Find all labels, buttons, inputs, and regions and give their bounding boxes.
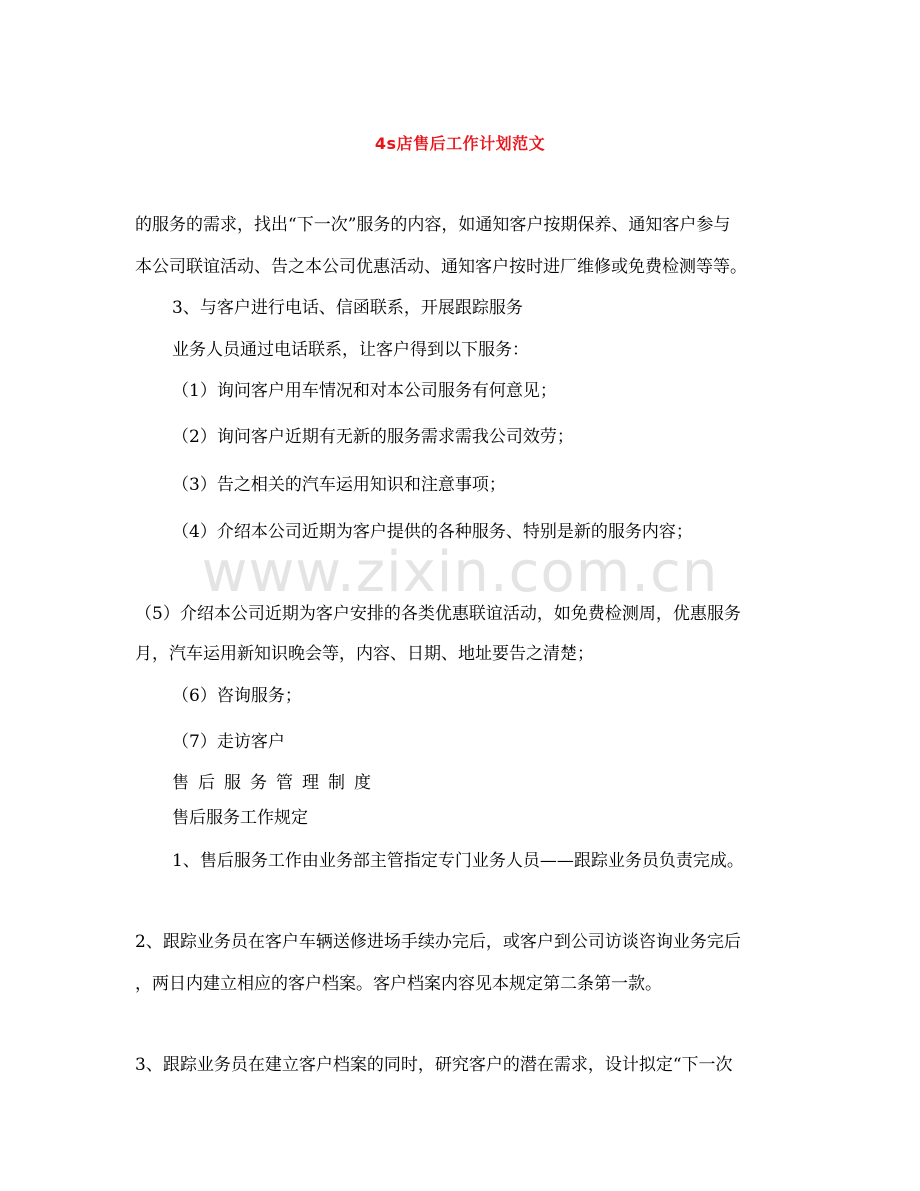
paragraph-line: 2、跟踪业务员在客户车辆送修进场手续办完后，或客户到公司访谈咨询业务完后 <box>135 932 741 952</box>
paragraph-line: 3、与客户进行电话、信函联系，开展跟踪服务 <box>172 298 523 318</box>
paragraph-line: 1、售后服务工作由业务部主管指定专门业务人员——跟踪业务员负责完成。 <box>172 851 744 871</box>
list-item: （5）介绍本公司近期为客户安排的各类优惠联谊活动，如免费检测周，优惠服务 <box>135 604 741 624</box>
list-item: （3）告之相关的汽车运用知识和注意事项； <box>172 475 506 495</box>
list-item: （1）询问客户用车情况和对本公司服务有何意见； <box>172 381 557 401</box>
section-heading: 售后服务管理制度 <box>172 773 380 793</box>
paragraph-line: 3、跟踪业务员在建立客户档案的同时，研究客户的潜在需求，设计拟定“下一次 <box>135 1055 733 1075</box>
document-title: 4s店售后工作计划范文 <box>374 134 546 153</box>
paragraph-line: 的服务的需求，找出“下一次”服务的内容，如通知客户按期保养、通知客户参与 <box>135 215 731 235</box>
paragraph-line: 本公司联谊活动、告之本公司优惠活动、通知客户按时进厂维修或免费检测等等。 <box>135 257 747 277</box>
section-heading: 售后服务工作规定 <box>172 808 308 828</box>
paragraph-line: 业务人员通过电话联系，让客户得到以下服务： <box>172 340 529 360</box>
list-item: （4）介绍本公司近期为客户提供的各种服务、特别是新的服务内容； <box>172 522 693 542</box>
paragraph-line: 月，汽车运用新知识晚会等，内容、日期、地址要告之清楚； <box>135 644 594 664</box>
watermark: www.zixin.com.cn <box>201 540 719 605</box>
list-item: （6）咨询服务； <box>172 686 302 706</box>
list-item: （7）走访客户 <box>172 732 285 752</box>
paragraph-line: ，两日内建立相应的客户档案。客户档案内容见本规定第二条第一款。 <box>135 974 662 994</box>
list-item: （2）询问客户近期有无新的服务需求需我公司效劳； <box>172 427 574 447</box>
